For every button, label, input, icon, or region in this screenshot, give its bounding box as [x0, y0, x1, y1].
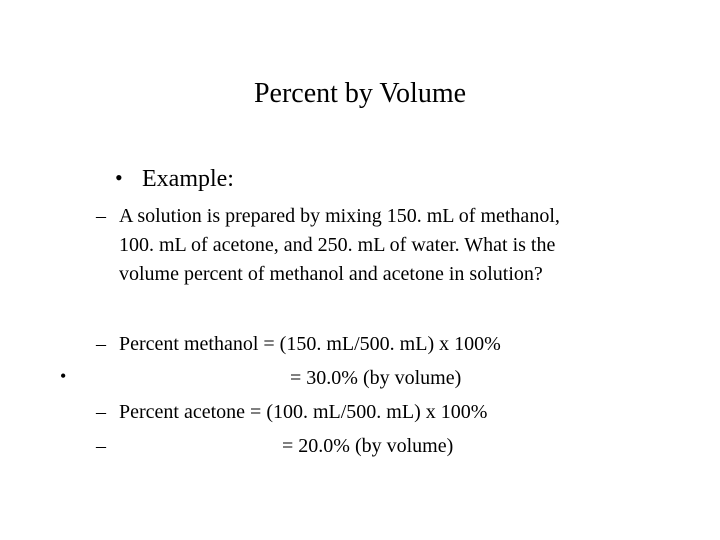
example-bullet: • — [115, 165, 123, 190]
problem-line-3: volume percent of methanol and acetone in solution? — [119, 263, 543, 285]
acetone-result-dash: – — [96, 435, 106, 457]
problem-line-2: 100. mL of acetone, and 250. mL of water. What is the — [119, 234, 556, 256]
slide-title: Percent by Volume — [253, 78, 467, 109]
problem-dash: – — [96, 205, 106, 227]
methanol-dash: – — [96, 333, 106, 355]
acetone-dash: – — [96, 401, 106, 423]
problem-line-1: A solution is prepared by mixing 150. mL of methanol, — [119, 205, 560, 227]
methanol-result: = 30.0% (by volume) — [290, 367, 462, 389]
example-label: Example: — [142, 166, 234, 192]
acetone-result: = 20.0% (by volume) — [282, 435, 454, 457]
methanol-formula: Percent methanol = (150. mL/500. mL) x 100% — [119, 333, 501, 355]
acetone-formula: Percent acetone = (100. mL/500. mL) x 100% — [119, 401, 488, 423]
solution-bullet: • — [60, 366, 67, 386]
